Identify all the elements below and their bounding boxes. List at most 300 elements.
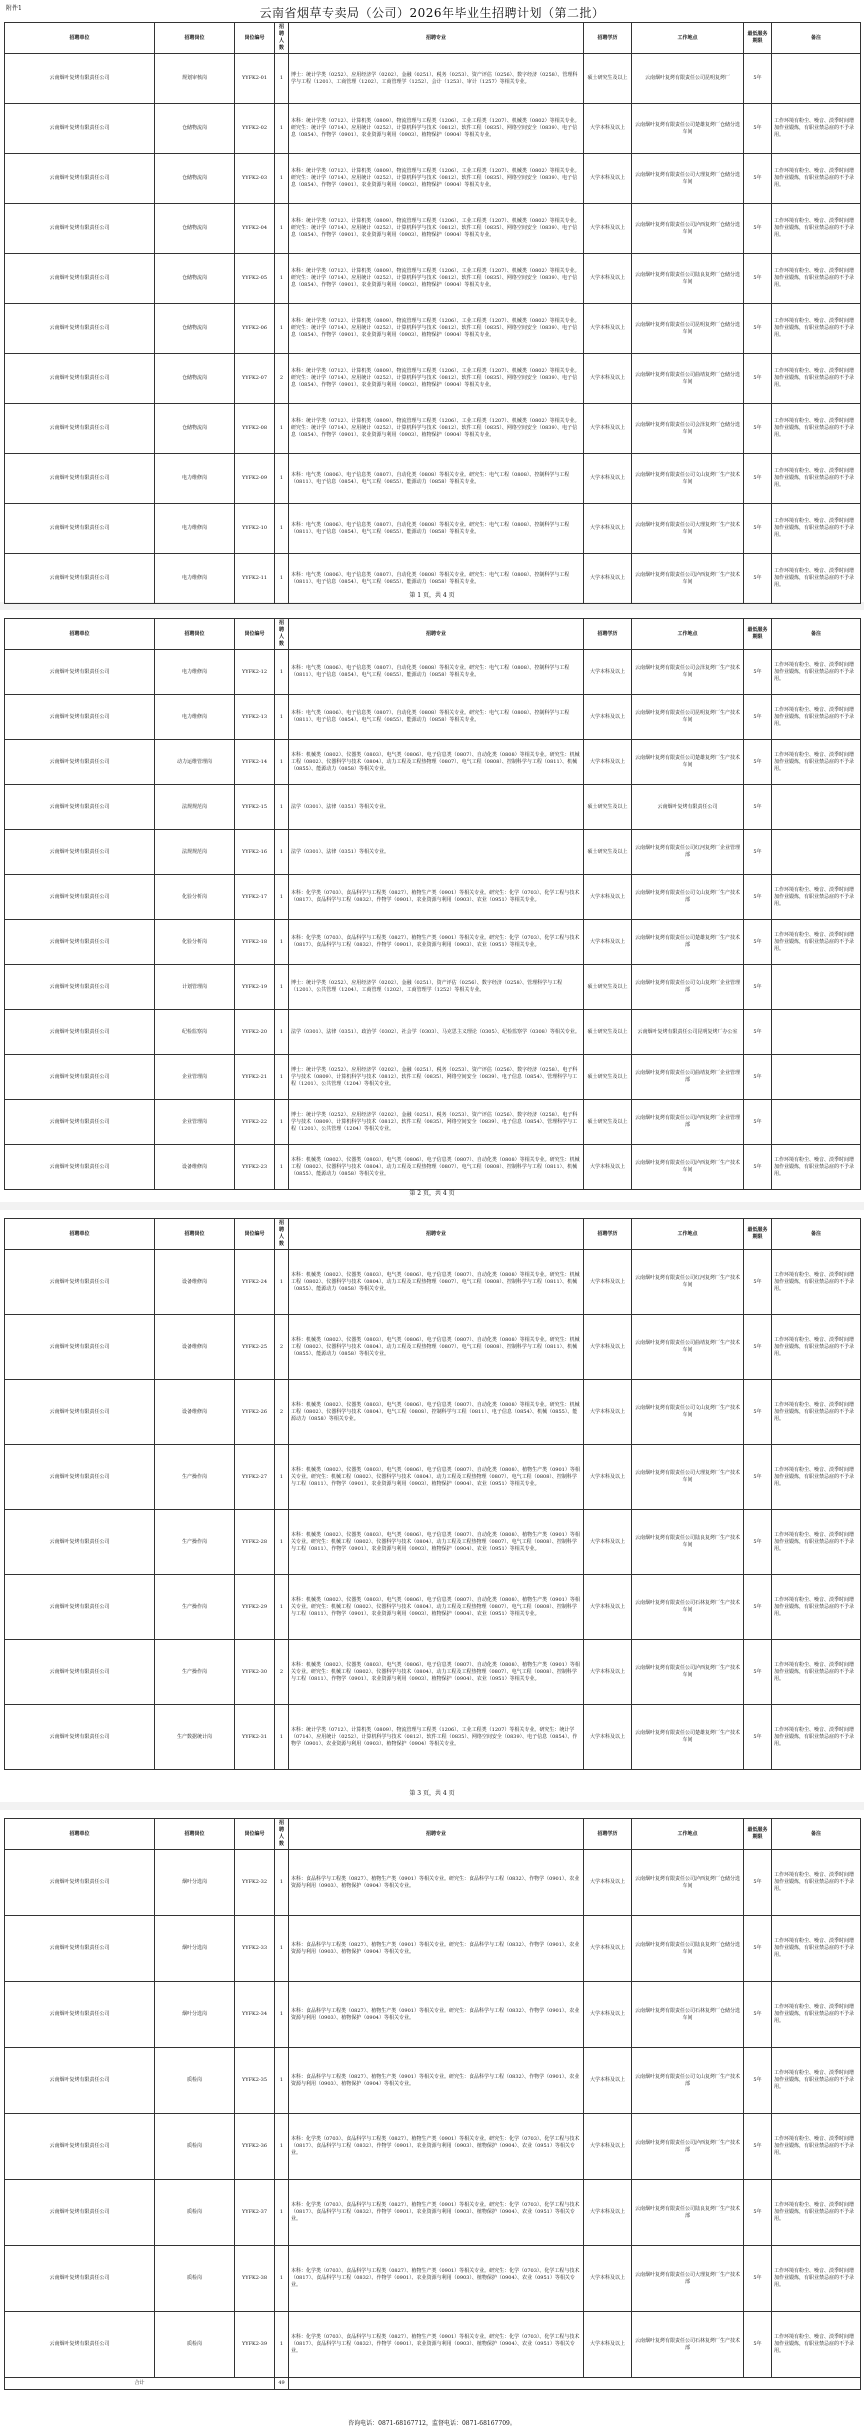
post-cell: 纪检监察岗 bbox=[155, 1010, 235, 1055]
term-cell: 5年 bbox=[744, 2312, 772, 2378]
major-cell: 本科：机械类（0802）、仪器类（0803）、电气类（0806）、电子信息类（0807）、自动化类（0808）等相关专业。研究生：机械工程（0802）、仪器科学与技术（0804）、动力工程及工程热物理（0807）、电气工程（0808）、控制科学与工程（0811）、机械（0855）、能源动力（0858）等相关专业。 bbox=[289, 1315, 584, 1380]
term-cell: 5年 bbox=[744, 304, 772, 354]
table-row bbox=[5, 2048, 861, 2114]
post-cell: 烟叶分选岗 bbox=[155, 1916, 235, 1982]
header-cell: 招聘人数 bbox=[275, 1819, 289, 1850]
unit-cell: 云南烟叶复烤有限责任公司 bbox=[5, 154, 155, 204]
term-cell: 5年 bbox=[744, 875, 772, 920]
term-cell: 5年 bbox=[744, 1575, 772, 1640]
remark-cell: 工作环境有粉尘、噪音、淡季时间增加作业锻炼，有职业禁忌症的不予录用。 bbox=[772, 1850, 861, 1916]
term-cell: 5年 bbox=[744, 1315, 772, 1380]
place-cell: 云南烟叶复烤有限责任公司曲靖复烤厂企业管理部 bbox=[632, 1055, 744, 1100]
unit-cell: 云南烟叶复烤有限责任公司 bbox=[5, 965, 155, 1010]
major-cell: 博士：统计学类（0252）、应用经济学（0202）、金融（0251）、税务（0253）、资产评估（0256）、数字经济（0258）、电子科学与技术（0809）、计算机科学与技术（0812）、软件工程（0835）、网络空间安全（0839）、电子信息（0854）、管理科学与工程（1201）、公共管理（1204）等相关专业。 bbox=[289, 1055, 584, 1100]
education-cell: 大学本科及以上 bbox=[584, 154, 632, 204]
count-cell: 1 bbox=[275, 454, 289, 504]
recruitment-table bbox=[4, 1218, 861, 1770]
term-cell: 5年 bbox=[744, 554, 772, 604]
count-cell: 2 bbox=[275, 354, 289, 404]
unit-cell: 云南烟叶复烤有限责任公司 bbox=[5, 104, 155, 154]
remark-cell: 工作环境有粉尘、噪音、淡季时间增加作业锻炼，有职业禁忌症的不予录用。 bbox=[772, 2114, 861, 2180]
place-cell: 云南烟叶复烤有限责任公司红河复烤厂生产技术车间 bbox=[632, 1250, 744, 1315]
education-cell: 大学本科及以上 bbox=[584, 454, 632, 504]
post-cell: 规划审核岗 bbox=[155, 54, 235, 104]
major-cell: 本科：电气类（0806）、电子信息类（0807）、自动化类（0808）等相关专业。研究生：电气工程（0808）、控制科学与工程（0811）、电子信息（0854）、电气工程（0855）、能源动力（0858）等相关专业。 bbox=[289, 554, 584, 604]
remark-cell: 工作环境有粉尘、噪音、淡季时间增加作业锻炼，有职业禁忌症的不予录用。 bbox=[772, 504, 861, 554]
table-row bbox=[5, 650, 861, 695]
code-cell: YYFK2-21 bbox=[235, 1055, 275, 1100]
term-cell: 5年 bbox=[744, 354, 772, 404]
remark-cell: 工作环境有粉尘、噪音、淡季时间增加作业锻炼，有职业禁忌症的不予录用。 bbox=[772, 254, 861, 304]
post-cell: 电力维修岗 bbox=[155, 504, 235, 554]
major-cell: 法学（0301）、法律（0351）等相关专业。 bbox=[289, 785, 584, 830]
header-cell: 岗位编号 bbox=[235, 1819, 275, 1850]
count-cell: 1 bbox=[275, 1100, 289, 1145]
table-row bbox=[5, 830, 861, 875]
remark-cell: 工作环境有粉尘、噪音、淡季时间增加作业锻炼，有职业禁忌症的不予录用。 bbox=[772, 1510, 861, 1575]
post-cell: 设备维修岗 bbox=[155, 1145, 235, 1190]
unit-cell: 云南烟叶复烤有限责任公司 bbox=[5, 830, 155, 875]
table-row bbox=[5, 965, 861, 1010]
unit-cell: 云南烟叶复烤有限责任公司 bbox=[5, 1850, 155, 1916]
count-cell: 1 bbox=[275, 2246, 289, 2312]
unit-cell: 云南烟叶复烤有限责任公司 bbox=[5, 1575, 155, 1640]
post-cell: 烟叶分选岗 bbox=[155, 1982, 235, 2048]
total-label: 合计 bbox=[5, 2378, 275, 2390]
unit-cell: 云南烟叶复烤有限责任公司 bbox=[5, 254, 155, 304]
header-cell: 岗位编号 bbox=[235, 619, 275, 650]
unit-cell: 云南烟叶复烤有限责任公司 bbox=[5, 1250, 155, 1315]
total-row bbox=[5, 2378, 861, 2390]
page-2 bbox=[0, 610, 864, 1202]
place-cell: 云南烟叶复烤有限责任公司陆良复烤厂生产技术部 bbox=[632, 2180, 744, 2246]
place-cell: 云南烟叶复烤有限责任公司会泽复烤厂仓储分选车间 bbox=[632, 404, 744, 454]
header-cell: 招聘专业 bbox=[289, 23, 584, 54]
major-cell: 博士：统计学类（0252）、应用经济学（0202）、金融（0251）、税务（0253）、资产评估（0256）、数字经济（0258）、电子科学与技术（0809）、计算机科学与技术（0812）、软件工程（0835）、网络空间安全（0839）、电子信息（0854）、管理科学与工程（1201）、公共管理（1204）等相关专业。 bbox=[289, 1100, 584, 1145]
code-cell: YYFK2-10 bbox=[235, 504, 275, 554]
education-cell: 大学本科及以上 bbox=[584, 875, 632, 920]
major-cell: 本科：机械类（0802）、仪器类（0803）、电气类（0806）、电子信息类（0807）、自动化类（0808）等相关专业。研究生：机械工程（0802）、仪器科学与技术（0804）、电气工程（0808）、控制科学与工程（0811）、电子信息（0854）、机械（0855）、能源动力（0858）等相关专业。 bbox=[289, 1380, 584, 1445]
term-cell: 5年 bbox=[744, 404, 772, 454]
unit-cell: 云南烟叶复烤有限责任公司 bbox=[5, 404, 155, 454]
place-cell: 云南烟叶复烤有限责任公司楚雄复烤厂生产技术车间 bbox=[632, 1705, 744, 1770]
unit-cell: 云南烟叶复烤有限责任公司 bbox=[5, 204, 155, 254]
code-cell: YYFK2-32 bbox=[235, 1850, 275, 1916]
code-cell: YYFK2-27 bbox=[235, 1445, 275, 1510]
table-row bbox=[5, 1916, 861, 1982]
term-cell: 5年 bbox=[744, 1100, 772, 1145]
header-cell: 最低服务期限 bbox=[744, 23, 772, 54]
count-cell: 1 bbox=[275, 304, 289, 354]
major-cell: 本科：化学类（0703）、食品科学与工程类（0827）、植物生产类（0901）等相关专业。研究生：化学（0703）、化学工程与技术（0817）、食品科学与工程（0832）、作物学（0901）、农业资源与利用（0903）、植物保护（0904）、农业（0951）等相关专业。 bbox=[289, 2114, 584, 2180]
term-cell: 5年 bbox=[744, 1916, 772, 1982]
term-cell: 5年 bbox=[744, 1055, 772, 1100]
code-cell: YYFK2-33 bbox=[235, 1916, 275, 1982]
remark-cell: 工作环境有粉尘、噪音、淡季时间增加作业锻炼，有职业禁忌症的不予录用。 bbox=[772, 2312, 861, 2378]
place-cell: 云南烟叶复烤有限责任公司会泽复烤厂生产技术车间 bbox=[632, 650, 744, 695]
unit-cell: 云南烟叶复烤有限责任公司 bbox=[5, 2312, 155, 2378]
remark-cell: 工作环境有粉尘、噪音、淡季时间增加作业锻炼，有职业禁忌症的不予录用。 bbox=[772, 695, 861, 740]
education-cell: 大学本科及以上 bbox=[584, 504, 632, 554]
count-cell: 2 bbox=[275, 1640, 289, 1705]
header-cell: 招聘单位 bbox=[5, 23, 155, 54]
term-cell: 5年 bbox=[744, 1445, 772, 1510]
table-row bbox=[5, 2180, 861, 2246]
table-row bbox=[5, 2312, 861, 2378]
term-cell: 5年 bbox=[744, 454, 772, 504]
code-cell: YYFK2-17 bbox=[235, 875, 275, 920]
total-count: 49 bbox=[275, 2378, 289, 2390]
count-cell: 1 bbox=[275, 54, 289, 104]
term-cell: 5年 bbox=[744, 1705, 772, 1770]
code-cell: YYFK2-26 bbox=[235, 1380, 275, 1445]
count-cell: 1 bbox=[275, 2048, 289, 2114]
term-cell: 5年 bbox=[744, 504, 772, 554]
unit-cell: 云南烟叶复烤有限责任公司 bbox=[5, 1445, 155, 1510]
code-cell: YYFK2-13 bbox=[235, 695, 275, 740]
major-cell: 本科：电气类（0806）、电子信息类（0807）、自动化类（0808）等相关专业。研究生：电气工程（0808）、控制科学与工程（0811）、电子信息（0854）、电气工程（0855）、能源动力（0858）等相关专业。 bbox=[289, 454, 584, 504]
header-cell: 招聘单位 bbox=[5, 1819, 155, 1850]
table-row bbox=[5, 204, 861, 254]
education-cell: 大学本科及以上 bbox=[584, 1250, 632, 1315]
count-cell: 1 bbox=[275, 740, 289, 785]
table-row bbox=[5, 1100, 861, 1145]
code-cell: YYFK2-01 bbox=[235, 54, 275, 104]
education-cell: 大学本科及以上 bbox=[584, 1705, 632, 1770]
table-row bbox=[5, 2246, 861, 2312]
unit-cell: 云南烟叶复烤有限责任公司 bbox=[5, 2048, 155, 2114]
major-cell: 本科：统计学类（0712）、计算机类（0809）、物流管理与工程类（1206）、工业工程类（1207）、机械类（0802）等相关专业。研究生：统计学（0714）、应用统计（0252）、计算机科学与技术（0812）、软件工程（0835）、网络空间安全（0839）、电子信息（0854）、作物学（0901）、农业资源与利用（0903）、植物保护（0904）等相关专业。 bbox=[289, 304, 584, 354]
count-cell: 1 bbox=[275, 1145, 289, 1190]
header-cell: 备注 bbox=[772, 23, 861, 54]
header-cell: 招聘岗位 bbox=[155, 1219, 235, 1250]
table-header bbox=[5, 1219, 861, 1250]
code-cell: YYFK2-06 bbox=[235, 304, 275, 354]
unit-cell: 云南烟叶复烤有限责任公司 bbox=[5, 354, 155, 404]
education-cell: 硕士研究生及以上 bbox=[584, 965, 632, 1010]
count-cell: 1 bbox=[275, 2114, 289, 2180]
education-cell: 大学本科及以上 bbox=[584, 354, 632, 404]
table-row bbox=[5, 504, 861, 554]
code-cell: YYFK2-38 bbox=[235, 2246, 275, 2312]
table-row bbox=[5, 875, 861, 920]
recruitment-table bbox=[4, 1818, 861, 2390]
table-header bbox=[5, 619, 861, 650]
header-cell: 最低服务期限 bbox=[744, 1819, 772, 1850]
page-1 bbox=[0, 0, 864, 602]
unit-cell: 云南烟叶复烤有限责任公司 bbox=[5, 1705, 155, 1770]
place-cell: 云南烟叶复烤有限责任公司文山复烤厂生产技术部 bbox=[632, 875, 744, 920]
major-cell: 本科：化学类（0703）、食品科学与工程类（0827）、植物生产类（0901）等相关专业。研究生：化学（0703）、化学工程与技术（0817）、食品科学与工程（0832）、作物学（0901）、农业资源与利用（0903）、农业（0951）等相关专业。 bbox=[289, 875, 584, 920]
education-cell: 大学本科及以上 bbox=[584, 2246, 632, 2312]
post-cell: 设备维修岗 bbox=[155, 1315, 235, 1380]
header-cell: 招聘人数 bbox=[275, 23, 289, 54]
unit-cell: 云南烟叶复烤有限责任公司 bbox=[5, 650, 155, 695]
post-cell: 生产操作岗 bbox=[155, 1640, 235, 1705]
post-cell: 质检岗 bbox=[155, 2246, 235, 2312]
count-cell: 1 bbox=[275, 504, 289, 554]
count-cell: 1 bbox=[275, 1850, 289, 1916]
post-cell: 仓储物流岗 bbox=[155, 354, 235, 404]
post-cell: 生产操作岗 bbox=[155, 1575, 235, 1640]
count-cell: 1 bbox=[275, 650, 289, 695]
post-cell: 化验分析岗 bbox=[155, 920, 235, 965]
header-cell: 岗位编号 bbox=[235, 23, 275, 54]
remark-cell bbox=[772, 1010, 861, 1055]
remark-cell bbox=[772, 1055, 861, 1100]
code-cell: YYFK2-23 bbox=[235, 1145, 275, 1190]
table-row bbox=[5, 404, 861, 454]
code-cell: YYFK2-29 bbox=[235, 1575, 275, 1640]
post-cell: 仓储物流岗 bbox=[155, 254, 235, 304]
remark-cell: 工作环境有粉尘、噪音、淡季时间增加作业锻炼，有职业禁忌症的不予录用。 bbox=[772, 554, 861, 604]
education-cell: 大学本科及以上 bbox=[584, 304, 632, 354]
table-row bbox=[5, 740, 861, 785]
remark-cell: 工作环境有粉尘、噪音、淡季时间增加作业锻炼，有职业禁忌症的不予录用。 bbox=[772, 104, 861, 154]
post-cell: 计划管理岗 bbox=[155, 965, 235, 1010]
education-cell: 大学本科及以上 bbox=[584, 2114, 632, 2180]
recruitment-table bbox=[4, 22, 861, 604]
term-cell: 5年 bbox=[744, 204, 772, 254]
education-cell: 大学本科及以上 bbox=[584, 1982, 632, 2048]
code-cell: YYFK2-36 bbox=[235, 2114, 275, 2180]
major-cell: 本科：机械类（0802）、仪器类（0803）、电气类（0806）、电子信息类（0807）、自动化类（0808）、植物生产类（0901）等相关专业。研究生：机械工程（0802）、仪器科学与技术（0804）、动力工程及工程热物理（0807）、电气工程（0808）、控制科学与工程（0811）、作物学（0901）、农业资源与利用（0903）、植物保护（0904）、农业（0951）等相关专业。 bbox=[289, 1640, 584, 1705]
remark-cell: 工作环境有粉尘、噪音、淡季时间增加作业锻炼，有职业禁忌症的不予录用。 bbox=[772, 1250, 861, 1315]
unit-cell: 云南烟叶复烤有限责任公司 bbox=[5, 740, 155, 785]
post-cell: 质检岗 bbox=[155, 2180, 235, 2246]
unit-cell: 云南烟叶复烤有限责任公司 bbox=[5, 1380, 155, 1445]
unit-cell: 云南烟叶复烤有限责任公司 bbox=[5, 1510, 155, 1575]
count-cell: 1 bbox=[275, 875, 289, 920]
major-cell: 本科：食品科学与工程类（0827）、植物生产类（0901）等相关专业。研究生：食品科学与工程（0832）、作物学（0901）、农业资源与利用（0903）、植物保护（0904）等相关专业。 bbox=[289, 1982, 584, 2048]
post-cell: 仓储物流岗 bbox=[155, 204, 235, 254]
unit-cell: 云南烟叶复烤有限责任公司 bbox=[5, 1982, 155, 2048]
education-cell: 大学本科及以上 bbox=[584, 740, 632, 785]
code-cell: YYFK2-04 bbox=[235, 204, 275, 254]
unit-cell: 云南烟叶复烤有限责任公司 bbox=[5, 920, 155, 965]
code-cell: YYFK2-39 bbox=[235, 2312, 275, 2378]
major-cell: 本科：统计学类（0712）、计算机类（0809）、物流管理与工程类（1206）、工业工程类（1207）、机械类（0802）等相关专业。研究生：统计学（0714）、应用统计（0252）、计算机科学与技术（0812）、软件工程（0835）、网络空间安全（0839）、电子信息（0854）、作物学（0901）、农业资源与利用（0903）、植物保护（0904）等相关专业。 bbox=[289, 204, 584, 254]
remark-cell: 工作环境有粉尘、噪音、淡季时间增加作业锻炼，有职业禁忌症的不予录用。 bbox=[772, 1705, 861, 1770]
place-cell: 云南烟叶复烤有限责任公司文山复烤厂生产技术车间 bbox=[632, 454, 744, 504]
code-cell: YYFK2-34 bbox=[235, 1982, 275, 2048]
term-cell: 5年 bbox=[744, 1640, 772, 1705]
major-cell: 本科：电气类（0806）、电子信息类（0807）、自动化类（0808）等相关专业。研究生：电气工程（0808）、控制科学与工程（0811）、电子信息（0854）、电气工程（0855）、能源动力（0858）等相关专业。 bbox=[289, 504, 584, 554]
term-cell: 5年 bbox=[744, 2180, 772, 2246]
table-row bbox=[5, 1982, 861, 2048]
place-cell: 云南烟叶复烤有限责任公司陆良复烤厂仓储分选车间 bbox=[632, 254, 744, 304]
post-cell: 法规规范岗 bbox=[155, 785, 235, 830]
major-cell: 本科：食品科学与工程类（0827）、植物生产类（0901）等相关专业。研究生：食品科学与工程（0832）、作物学（0901）、农业资源与利用（0903）、植物保护（0904）等相关专业。 bbox=[289, 2048, 584, 2114]
unit-cell: 云南烟叶复烤有限责任公司 bbox=[5, 695, 155, 740]
header-cell: 招聘学历 bbox=[584, 1819, 632, 1850]
table-row bbox=[5, 785, 861, 830]
table-row bbox=[5, 1315, 861, 1380]
post-cell: 质检岗 bbox=[155, 2114, 235, 2180]
post-cell: 仓储物流岗 bbox=[155, 104, 235, 154]
table-row bbox=[5, 1575, 861, 1640]
major-cell: 本科：统计学类（0712）、计算机类（0809）、物流管理与工程类（1206）、工业工程类（1207）、机械类（0802）等相关专业。研究生：统计学（0714）、应用统计（0252）、计算机科学与技术（0812）、软件工程（0835）、网络空间安全（0839）、电子信息（0854）、作物学（0901）、农业资源与利用（0903）、植物保护（0904）等相关专业。 bbox=[289, 254, 584, 304]
table-row bbox=[5, 304, 861, 354]
remark-cell: 工作环境有粉尘、噪音、淡季时间增加作业锻炼，有职业禁忌症的不予录用。 bbox=[772, 1916, 861, 1982]
table-row bbox=[5, 695, 861, 740]
place-cell: 云南烟叶复烤有限责任公司陆良复烤厂仓储分选车间 bbox=[632, 1916, 744, 1982]
place-cell: 云南烟叶复烤有限责任公司红河复烤厂企业管理部 bbox=[632, 830, 744, 875]
major-cell: 本科：化学类（0703）、食品科学与工程类（0827）、植物生产类（0901）等相关专业。研究生：化学（0703）、化学工程与技术（0817）、食品科学与工程（0832）、作物学（0901）、农业资源与利用（0903）、农业（0951）等相关专业。 bbox=[289, 920, 584, 965]
place-cell: 云南烟叶复烤有限责任公司陆良复烤厂生产技术车间 bbox=[632, 1510, 744, 1575]
place-cell: 云南烟叶复烤有限责任公司文山复烤厂生产技术车间 bbox=[632, 1380, 744, 1445]
table-row bbox=[5, 1640, 861, 1705]
remark-cell: 工作环境有粉尘、噪音、淡季时间增加作业锻炼，有职业禁忌症的不予录用。 bbox=[772, 304, 861, 354]
code-cell: YYFK2-07 bbox=[235, 354, 275, 404]
header-cell: 工作地点 bbox=[632, 1819, 744, 1850]
term-cell: 5年 bbox=[744, 965, 772, 1010]
remark-cell: 工作环境有粉尘、噪音、淡季时间增加作业锻炼，有职业禁忌症的不予录用。 bbox=[772, 354, 861, 404]
term-cell: 5年 bbox=[744, 54, 772, 104]
unit-cell: 云南烟叶复烤有限责任公司 bbox=[5, 54, 155, 104]
table-row bbox=[5, 1010, 861, 1055]
remark-cell: 工作环境有粉尘、噪音、淡季时间增加作业锻炼，有职业禁忌症的不予录用。 bbox=[772, 1640, 861, 1705]
unit-cell: 云南烟叶复烤有限责任公司 bbox=[5, 1315, 155, 1380]
count-cell: 1 bbox=[275, 695, 289, 740]
code-cell: YYFK2-37 bbox=[235, 2180, 275, 2246]
place-cell: 云南烟叶复烤有限责任公司石林复烤厂生产技术部 bbox=[632, 2312, 744, 2378]
count-cell: 2 bbox=[275, 1380, 289, 1445]
term-cell: 5年 bbox=[744, 785, 772, 830]
major-cell: 本科：机械类（0802）、仪器类（0803）、电气类（0806）、电子信息类（0807）、自动化类（0808）等相关专业。研究生：机械工程（0802）、仪器科学与技术（0804）、动力工程及工程热物理（0807）、电气工程（0808）、控制科学与工程（0811）、机械（0855）、能源动力（0858）等相关专业。 bbox=[289, 740, 584, 785]
unit-cell: 云南烟叶复烤有限责任公司 bbox=[5, 504, 155, 554]
term-cell: 5年 bbox=[744, 2246, 772, 2312]
place-cell: 云南烟叶复烤有限责任公司昆明复烤厂办公室 bbox=[632, 1010, 744, 1055]
count-cell: 2 bbox=[275, 1315, 289, 1380]
remark-cell: 工作环境有粉尘、噪音、淡季时间增加作业锻炼，有职业禁忌症的不予录用。 bbox=[772, 1575, 861, 1640]
post-cell: 企业管理岗 bbox=[155, 1055, 235, 1100]
table-row bbox=[5, 920, 861, 965]
header-cell: 备注 bbox=[772, 1219, 861, 1250]
post-cell: 生产数据统计岗 bbox=[155, 1705, 235, 1770]
code-cell: YYFK2-08 bbox=[235, 404, 275, 454]
count-cell: 1 bbox=[275, 1010, 289, 1055]
post-cell: 电力维修岗 bbox=[155, 695, 235, 740]
header-cell: 招聘岗位 bbox=[155, 1819, 235, 1850]
education-cell: 大学本科及以上 bbox=[584, 254, 632, 304]
unit-cell: 云南烟叶复烤有限责任公司 bbox=[5, 1145, 155, 1190]
header-cell: 招聘专业 bbox=[289, 1219, 584, 1250]
unit-cell: 云南烟叶复烤有限责任公司 bbox=[5, 454, 155, 504]
count-cell: 1 bbox=[275, 1250, 289, 1315]
code-cell: YYFK2-18 bbox=[235, 920, 275, 965]
place-cell: 云南烟叶复烤有限责任公司昆明复烤厂仓储分选车间 bbox=[632, 304, 744, 354]
code-cell: YYFK2-02 bbox=[235, 104, 275, 154]
place-cell: 云南烟叶复烤有限责任公司泸西复烤厂生产技术车间 bbox=[632, 1640, 744, 1705]
code-cell: YYFK2-12 bbox=[235, 650, 275, 695]
count-cell: 1 bbox=[275, 1705, 289, 1770]
remark-cell: 工作环境有粉尘、噪音、淡季时间增加作业锻炼，有职业禁忌症的不予录用。 bbox=[772, 2246, 861, 2312]
post-cell: 企业管理岗 bbox=[155, 1100, 235, 1145]
education-cell: 大学本科及以上 bbox=[584, 2180, 632, 2246]
recruitment-table bbox=[4, 618, 861, 1190]
major-cell: 本科：食品科学与工程类（0827）、植物生产类（0901）等相关专业。研究生：食品科学与工程（0832）、作物学（0901）、农业资源与利用（0903）、植物保护（0904）等相关专业。 bbox=[289, 1850, 584, 1916]
remark-cell bbox=[772, 965, 861, 1010]
education-cell: 大学本科及以上 bbox=[584, 1575, 632, 1640]
place-cell: 云南烟叶复烤有限责任公司大理复烤厂仓储分选车间 bbox=[632, 154, 744, 204]
major-cell: 本科：化学类（0703）、食品科学与工程类（0827）、植物生产类（0901）等相关专业。研究生：化学（0703）、化学工程与技术（0817）、食品科学与工程（0832）、作物学（0901）、农业资源与利用（0903）、植物保护（0904）、农业（0951）等相关专业。 bbox=[289, 2312, 584, 2378]
term-cell: 5年 bbox=[744, 154, 772, 204]
term-cell: 5年 bbox=[744, 920, 772, 965]
table-row bbox=[5, 1705, 861, 1770]
post-cell: 动力运维管理岗 bbox=[155, 740, 235, 785]
remark-cell: 工作环境有粉尘、噪音、淡季时间增加作业锻炼，有职业禁忌症的不予录用。 bbox=[772, 875, 861, 920]
remark-cell bbox=[772, 54, 861, 104]
place-cell: 云南烟叶复烤有限责任公司泸西复烤厂生产技术部 bbox=[632, 2114, 744, 2180]
table-row bbox=[5, 154, 861, 204]
education-cell: 硕士研究生及以上 bbox=[584, 830, 632, 875]
major-cell: 本科：化学类（0703）、食品科学与工程类（0827）、植物生产类（0901）等相关专业。研究生：化学（0703）、化学工程与技术（0817）、食品科学与工程（0832）、作物学（0901）、农业资源与利用（0903）、植物保护（0904）、农业（0951）等相关专业。 bbox=[289, 2180, 584, 2246]
post-cell: 质检岗 bbox=[155, 2312, 235, 2378]
header-cell: 招聘单位 bbox=[5, 619, 155, 650]
place-cell: 云南烟叶复烤有限责任公司泸西复烤厂仓储分选车间 bbox=[632, 204, 744, 254]
remark-cell: 工作环境有粉尘、噪音、淡季时间增加作业锻炼，有职业禁忌症的不予录用。 bbox=[772, 740, 861, 785]
education-cell: 大学本科及以上 bbox=[584, 554, 632, 604]
major-cell: 博士：统计学类（0252）、应用经济学（0202）、金融（0251）、资产评估（0256）、数字经济（0258）、管理科学与工程（1201）、公共管理（1204）、工商管理（1202）、工商管理学（1252）等相关专业。 bbox=[289, 965, 584, 1010]
count-cell: 1 bbox=[275, 254, 289, 304]
post-cell: 设备维修岗 bbox=[155, 1380, 235, 1445]
code-cell: YYFK2-30 bbox=[235, 1640, 275, 1705]
major-cell: 本科：机械类（0802）、仪器类（0803）、电气类（0806）、电子信息类（0807）、自动化类（0808）、植物生产类（0901）等相关专业。研究生：机械工程（0802）、仪器科学与技术（0804）、动力工程及工程热物理（0807）、电气工程（0808）、控制科学与工程（0811）、作物学（0901）、农业资源与利用（0903）、植物保护（0904）、农业（0951）等相关专业。 bbox=[289, 1510, 584, 1575]
place-cell: 云南烟叶复烤有限责任公司大理复烤厂生产技术部 bbox=[632, 2246, 744, 2312]
education-cell: 大学本科及以上 bbox=[584, 404, 632, 454]
remark-cell bbox=[772, 1100, 861, 1145]
count-cell: 1 bbox=[275, 1916, 289, 1982]
term-cell: 5年 bbox=[744, 2048, 772, 2114]
post-cell: 烟叶分选岗 bbox=[155, 1850, 235, 1916]
remark-cell bbox=[772, 830, 861, 875]
major-cell: 博士：统计学类（0252）、应用经济学（0202）、金融（0251）、税务（0253）、资产评估（0256）、数字经济（0258）、管理科学与工程（1201）、工商管理（1202）、工商管理学（1252）、会计（1253）、审计（1257）等相关专业。 bbox=[289, 54, 584, 104]
code-cell: YYFK2-14 bbox=[235, 740, 275, 785]
education-cell: 大学本科及以上 bbox=[584, 695, 632, 740]
place-cell: 云南烟叶复烤有限责任公司泸西复烤厂企业管理部 bbox=[632, 1100, 744, 1145]
code-cell: YYFK2-24 bbox=[235, 1250, 275, 1315]
education-cell: 硕士研究生及以上 bbox=[584, 785, 632, 830]
major-cell: 本科：统计学类（0712）、计算机类（0809）、物流管理与工程类（1206）、工业工程类（1207）、机械类（0802）等相关专业。研究生：统计学（0714）、应用统计（0252）、计算机科学与技术（0812）、软件工程（0835）、网络空间安全（0839）、电子信息（0854）、作物学（0901）、农业资源与利用（0903）、植物保护（0904）等相关专业。 bbox=[289, 154, 584, 204]
place-cell: 云南烟叶复烤有限责任公司石林复烤厂生产技术车间 bbox=[632, 1575, 744, 1640]
unit-cell: 云南烟叶复烤有限责任公司 bbox=[5, 1916, 155, 1982]
term-cell: 5年 bbox=[744, 1010, 772, 1055]
header-cell: 招聘单位 bbox=[5, 1219, 155, 1250]
remark-cell: 工作环境有粉尘、噪音、淡季时间增加作业锻炼，有职业禁忌症的不予录用。 bbox=[772, 650, 861, 695]
unit-cell: 云南烟叶复烤有限责任公司 bbox=[5, 2246, 155, 2312]
header-cell: 工作地点 bbox=[632, 23, 744, 54]
count-cell: 1 bbox=[275, 2180, 289, 2246]
header-cell: 招聘学历 bbox=[584, 1219, 632, 1250]
term-cell: 5年 bbox=[744, 1250, 772, 1315]
count-cell: 1 bbox=[275, 1575, 289, 1640]
major-cell: 本科：机械类（0802）、仪器类（0803）、电气类（0806）、电子信息类（0807）、自动化类（0808）等相关专业。研究生：机械工程（0802）、仪器科学与技术（0804）、动力工程及工程热物理（0807）、电气工程（0808）、控制科学与工程（0811）、机械（0855）、能源动力（0858）等相关专业。 bbox=[289, 1145, 584, 1190]
term-cell: 5年 bbox=[744, 1982, 772, 2048]
place-cell: 云南烟叶复烤有限责任公司泸西复烤厂仓储分选车间 bbox=[632, 1850, 744, 1916]
table-row bbox=[5, 104, 861, 154]
term-cell: 5年 bbox=[744, 1380, 772, 1445]
education-cell: 大学本科及以上 bbox=[584, 1510, 632, 1575]
post-cell: 质检岗 bbox=[155, 2048, 235, 2114]
education-cell: 硕士研究生及以上 bbox=[584, 1010, 632, 1055]
page-footer: 第 1 页，共 4 页 bbox=[409, 592, 455, 599]
post-cell: 仓储物流岗 bbox=[155, 404, 235, 454]
education-cell: 大学本科及以上 bbox=[584, 104, 632, 154]
education-cell: 大学本科及以上 bbox=[584, 1380, 632, 1445]
major-cell: 本科：统计学类（0712）、计算机类（0809）、物流管理与工程类（1206）、工业工程类（1207）、机械类（0802）等相关专业。研究生：统计学（0714）、应用统计（0252）、计算机科学与技术（0812）、软件工程（0835）、网络空间安全（0839）、电子信息（0854）、作物学（0901）、农业资源与利用（0903）、植物保护（0904）等相关专业。 bbox=[289, 104, 584, 154]
code-cell: YYFK2-15 bbox=[235, 785, 275, 830]
